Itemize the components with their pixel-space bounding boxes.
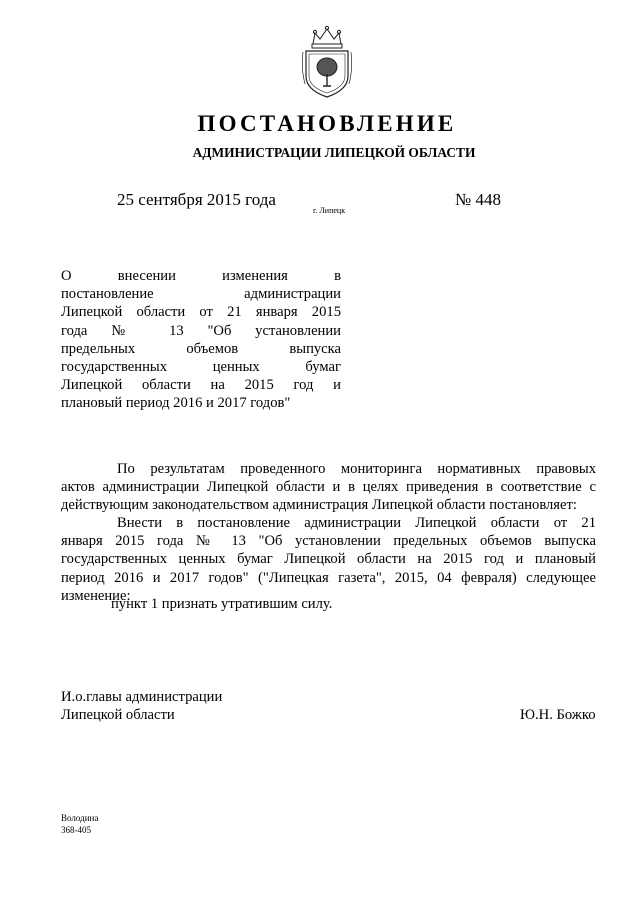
document-title: ПОСТАНОВЛЕНИЕ	[197, 111, 457, 136]
paragraph-line: актов администрации Липецкой области и в целях приведения в соответствие с	[61, 479, 596, 496]
signatory-name: Ю.Н. Божко	[520, 707, 596, 723]
paragraph-line: Внести в постановление администрации Липецкой области от 21	[117, 515, 596, 531]
paragraph-amendment	[61, 514, 596, 605]
document-subject	[61, 267, 341, 413]
paragraph-line: государственных ценных бумаг Липецкой области на 2015 год и плановый	[61, 551, 596, 568]
signatory-position-line: И.о.главы администрации	[61, 689, 223, 705]
document-issuer: АДМИНИСТРАЦИИ ЛИПЕЦКОЙ ОБЛАСТИ	[192, 145, 476, 160]
paragraph-line: период 2016 и 2017 годов" ("Липецкая газета", 2015, 04 февраля) следующее	[61, 569, 596, 586]
subject-line: года № 13 "Об установлении	[61, 322, 341, 339]
paragraph-line: действующим законодательством администрация Липецкой области постановляет:	[61, 497, 577, 514]
paragraph-line: По результатам проведенного мониторинга нормативных правовых	[117, 461, 596, 477]
subject-line: государственных ценных бумаг	[61, 359, 341, 376]
signatory-position-line: Липецкой области	[61, 707, 175, 724]
signatory-position	[61, 688, 222, 724]
paragraph-line: изменение:	[61, 587, 131, 604]
executor-phone: 368-405	[61, 825, 91, 835]
document-number: № 448	[455, 190, 501, 209]
document-date: 25 сентября 2015 года	[117, 190, 276, 209]
paragraph-clause: пункт 1 признать утратившим силу.	[111, 596, 333, 612]
executor-info	[61, 812, 98, 836]
document-place: г. Липецк	[313, 206, 346, 215]
subject-line: постановление администрации	[61, 286, 341, 303]
subject-line: Липецкой области на 2015 год и	[61, 377, 341, 394]
paragraph-preamble	[61, 460, 596, 515]
paragraph-line: января 2015 года № 13 "Об установлении предельных объемов выпуска	[61, 533, 596, 550]
coat-of-arms-emblem	[301, 24, 353, 100]
subject-line: предельных объемов выпуска	[61, 340, 341, 357]
subject-line: О внесении изменения в	[61, 268, 341, 284]
subject-line: Липецкой области от 21 января 2015	[61, 304, 341, 321]
executor-name: Володина	[61, 813, 99, 823]
subject-line: плановый период 2016 и 2017 годов"	[61, 395, 291, 412]
